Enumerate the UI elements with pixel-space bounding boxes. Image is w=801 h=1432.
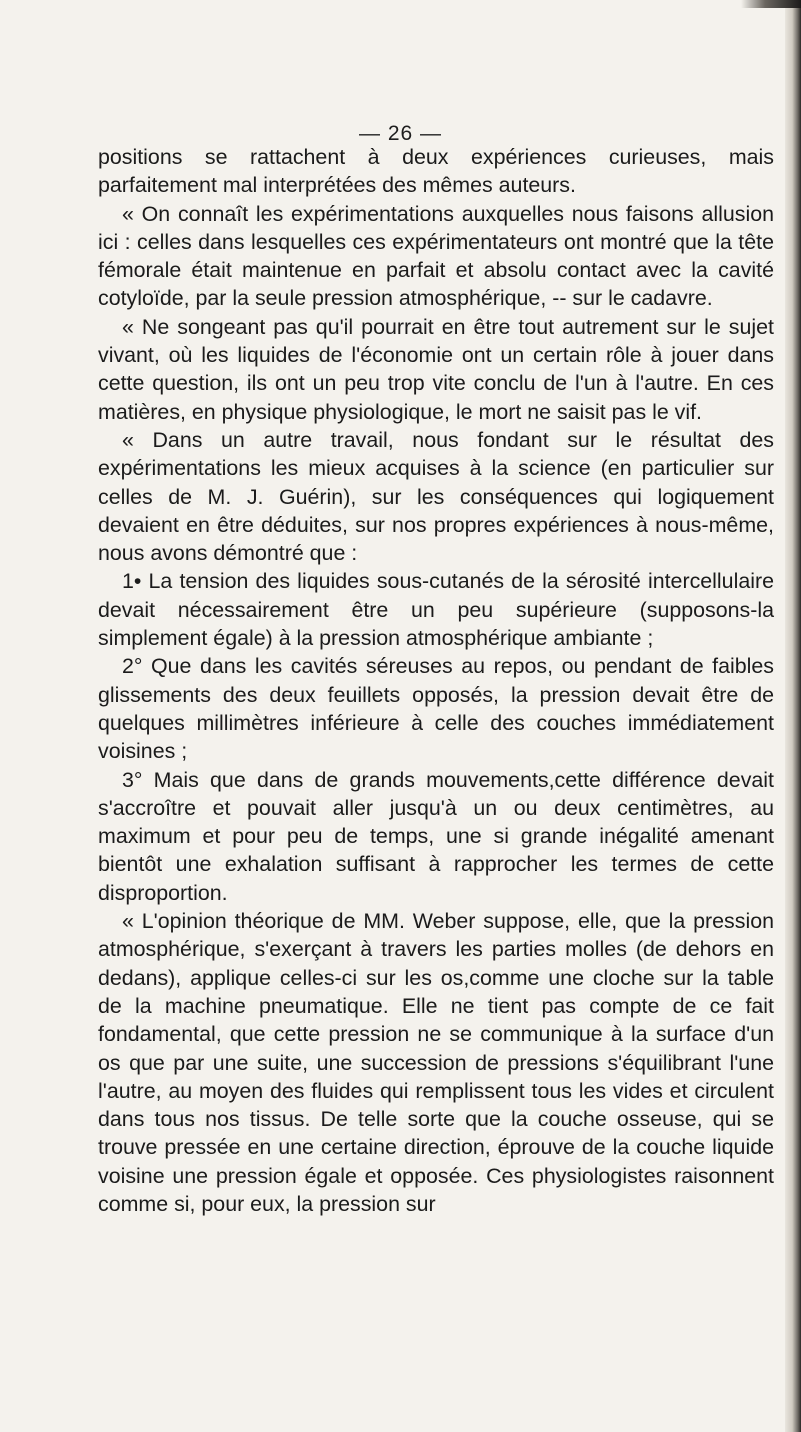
paragraph: 2° Que dans les cavités séreuses au repos, ou pendant de faibles glissements des deux feuillets opposés, la pression devait être de quelques millimètres inférieure à celle des couches immédiatement voisines ; [98,654,774,764]
page-corner-shadow [741,0,801,8]
paragraph: 3° Mais que dans de grands mouvements,cette différence devait s'accroître et pouvait aller jusqu'à un ou deux centimètres, au maximum et pour peu de temps, une si grande inégalité amenant bientôt une exhalation suffisant à rapprocher les termes de cette disproportion. [98,767,774,905]
paragraph: « L'opinion théorique de MM. Weber suppose, elle, que la pression atmosphérique, s'exerçant à travers les parties molles (de dehors en dedans), applique celles-ci sur les os,comme une cloche sur la table de la machine pneumatique. Elle ne tient pas compte de ce fait fondamental, que cette pression ne se communique à la surface d'un os que par une suite, une succession de pressions s'équilibrant l'une l'autre, au moyen des fluides qui remplissent tous les vides et circulent dans tous nos tissus. De telle sorte que la couche osseuse, qui se trouve pressée en une certaine direction, éprouve de la couche liquide voisine une pression égale et opposée. Ces physiologistes raisonnent comme si, pour eux, la pression sur [98,909,774,1216]
paragraph: « Ne songeant pas qu'il pourrait en être tout autrement sur le sujet vivant, où les liquides de l'économie ont un certain rôle à jouer dans cette question, ils ont un peu trop vite conclu de l'un à l'autre. En ces matières, en physique physiologique, le mort ne saisit pas le vif. [98,314,774,424]
body-text [98,143,774,1218]
page-edge-shadow [785,0,801,1432]
paragraph: « Dans un autre travail, nous fondant sur le résultat des expérimentations les mieux acquises à la science (en particulier sur celles de M. J. Guérin), sur les conséquences qui logiquement devaient en être déduites, sur nos propres expériences à nous-même, nous avons démontré que : [98,427,774,566]
paragraph: « On connaît les expérimentations auxquelles nous faisons allusion ici : celles dans lesquelles ces expérimentateurs ont montré que la tête fémorale était maintenue en parfait et absolu contact avec la cavité cotyloïde, par la seule pression atmosphérique, -- sur le cadavre. [98,201,774,311]
paragraph: 1• La tension des liquides sous-cutanés de la sérosité intercellulaire devait nécessairement être un peu supérieure (supposons-la simplement égale) à la pression atmosphérique ambiante ; [98,569,774,651]
paragraph: positions se rattachent à deux expériences curieuses, mais parfaitement mal interprétées des mêmes auteurs. [98,145,774,198]
page-number: — 26 — [358,122,443,145]
